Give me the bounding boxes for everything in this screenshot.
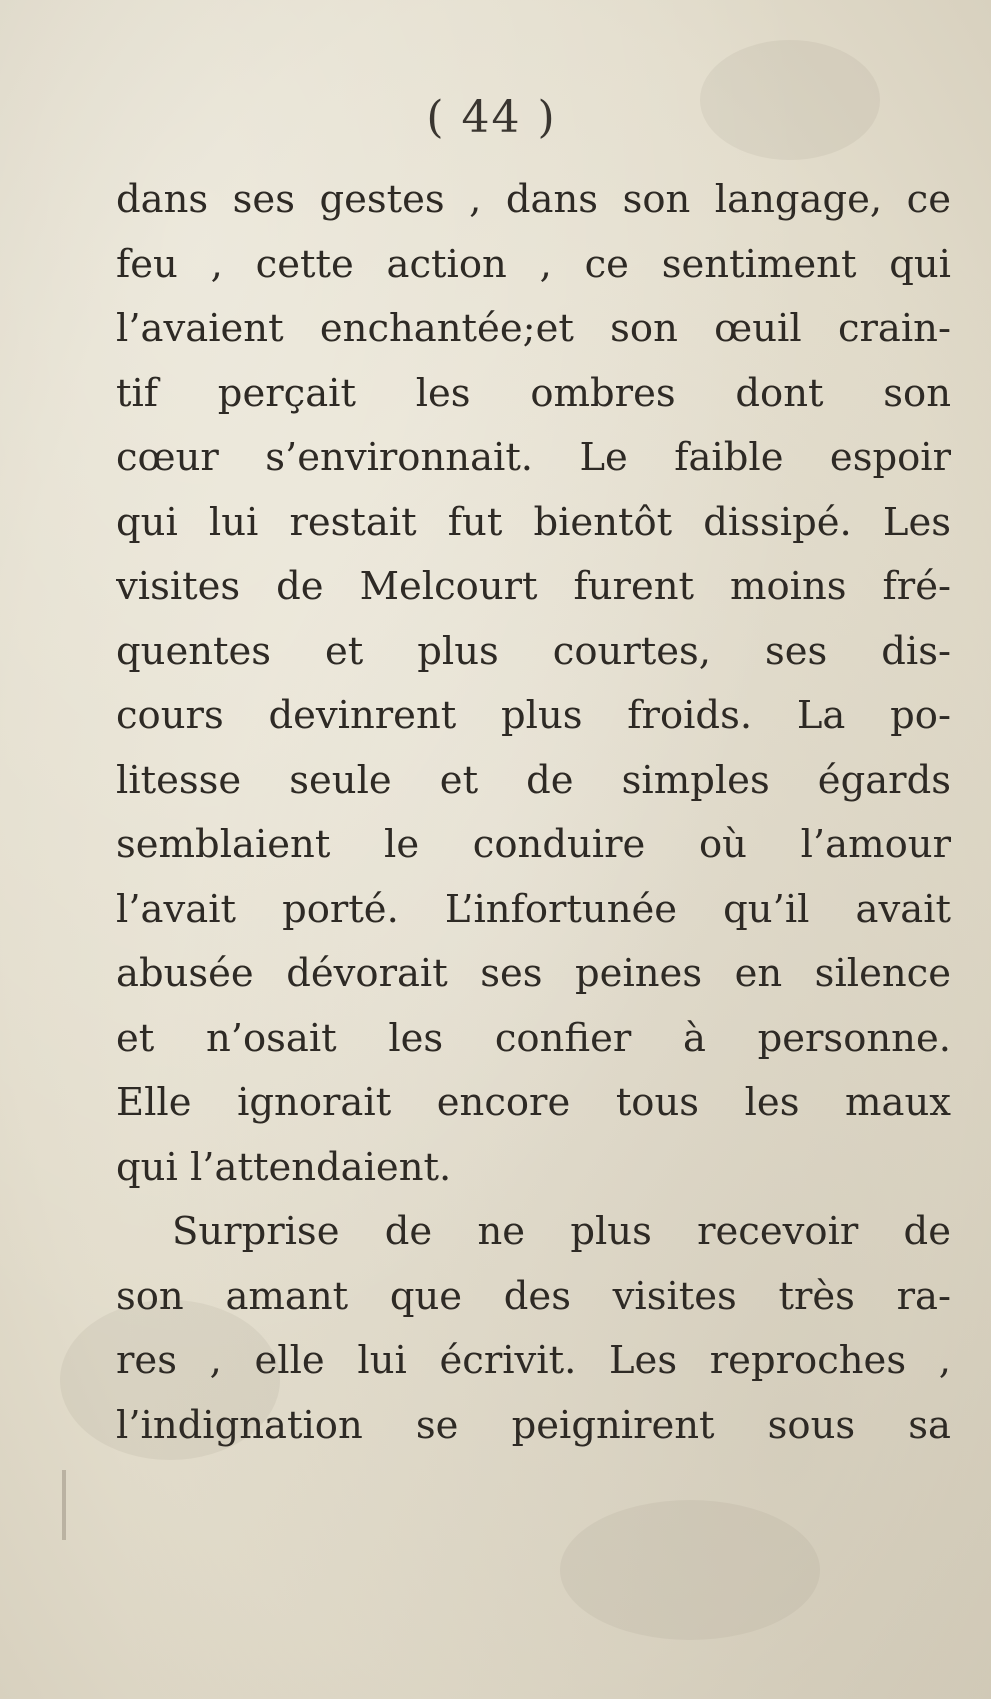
paper-mark — [62, 1470, 66, 1540]
text-line: feu , cette action , ce sentiment qui — [116, 241, 951, 287]
text-line: l’indignation se peignirent sous sa — [116, 1402, 951, 1448]
text-line: et n’osait les confier à personne. — [116, 1015, 951, 1061]
text-line: abusée dévorait ses peines en silence — [116, 951, 951, 996]
text-line: res , elle lui écrivit. Les reproches , — [116, 1338, 951, 1383]
text-line: l’avaient enchantée;et son œuil crain- — [116, 306, 951, 351]
page-number: ( 44 ) — [426, 92, 557, 143]
paper-stain — [560, 1500, 820, 1640]
text-line: qui lui restait fut bientôt dissipé. Les — [116, 499, 951, 545]
body-text — [116, 168, 951, 1458]
text-line: visites de Melcourt furent moins fré- — [116, 564, 951, 609]
text-line: cœur s’environnait. Le faible espoir — [116, 435, 951, 480]
text-line: quentes et plus courtes, ses dis- — [116, 628, 951, 674]
text-line: semblaient le conduire où l’amour — [116, 822, 951, 867]
text-line: tif perçait les ombres dont son — [116, 370, 951, 416]
text-line: son amant que des visites très ra- — [116, 1273, 951, 1319]
text-line: l’avait porté. L’infortunée qu’il avait — [116, 886, 951, 932]
text-line: dans ses gestes , dans son langage, ce — [116, 177, 951, 222]
paragraph-end-line: qui l’attendaient. — [116, 1144, 452, 1190]
paragraph-start-line: Surprise de ne plus recevoir de — [172, 1209, 951, 1254]
text-line: litesse seule et de simples égards — [116, 757, 951, 803]
text-line: cours devinrent plus froids. La po- — [116, 693, 951, 738]
text-line: Elle ignorait encore tous les maux — [116, 1080, 951, 1125]
